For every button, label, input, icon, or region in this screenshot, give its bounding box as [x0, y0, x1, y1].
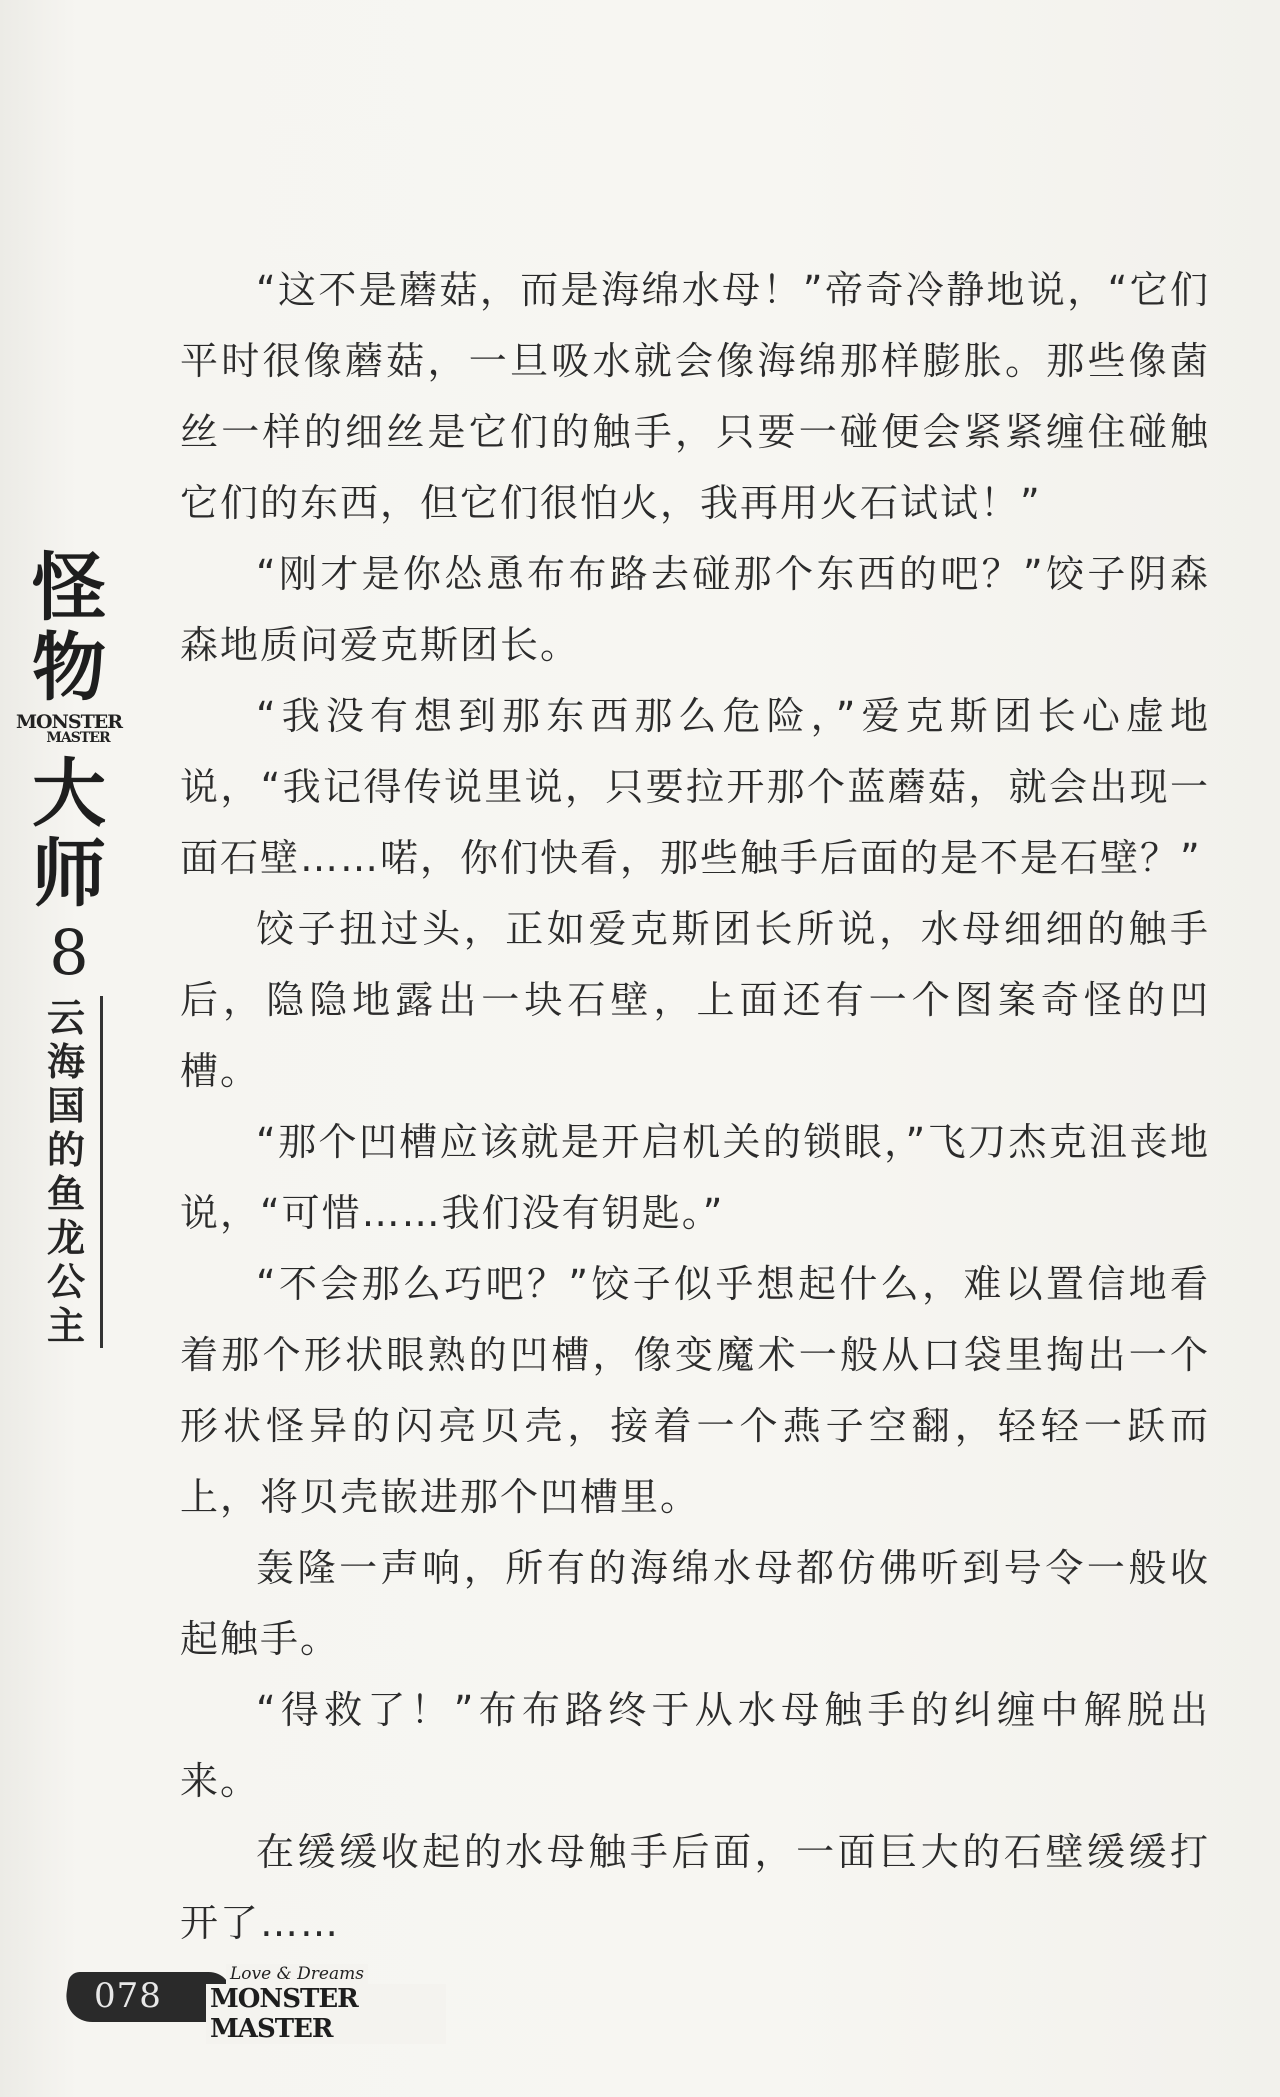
- subtitle-char: 的: [46, 1128, 85, 1172]
- series-logo-line2: MASTER: [46, 730, 110, 746]
- series-spine: [14, 545, 124, 1348]
- paragraph: 轰隆一声响，所有的海绵水母都仿佛听到号令一般收起触手。: [180, 1546, 1210, 1661]
- series-title-bottom: 大师: [32, 751, 106, 917]
- paragraph: “不会那么巧吧？”饺子似乎想起什么，难以置信地看着那个形状眼熟的凹槽，像变魔术一般从口袋里掏出一个形状怪异的闪亮贝壳，接着一个燕子空翻，轻轻一跃而上，将贝壳嵌进那个凹槽里。: [180, 1262, 1210, 1519]
- subtitle-char: 龙: [46, 1216, 85, 1260]
- series-logo-line1: MONSTER: [15, 711, 123, 733]
- paragraph: “刚才是你怂恿布布路去碰那个东西的吧？”饺子阴森森地质问爱克斯团长。: [180, 552, 1210, 667]
- subtitle-char: 主: [46, 1304, 85, 1348]
- subtitle-char: 鱼: [46, 1172, 85, 1216]
- subtitle-char: 国: [46, 1084, 85, 1128]
- page-footer: [66, 1964, 446, 2044]
- body-text: [180, 255, 1210, 1959]
- volume-number: 8: [49, 916, 89, 989]
- subtitle-char: 云: [46, 996, 85, 1040]
- paragraph: “这不是蘑菇，而是海绵水母！”帝奇冷静地说，“它们平时很像蘑菇，一旦吸水就会像海绵那样膨胀。那些像菌丝一样的细丝是它们的触手，只要一碰便会紧紧缠住碰触它们的东西，但它们很怕火，我再用火石试试！”: [180, 268, 1210, 525]
- subtitle-char: 公: [46, 1260, 85, 1304]
- paragraph: 在缓缓收起的水母触手后面，一面巨大的石壁缓缓打开了……: [180, 1830, 1210, 1945]
- series-title-top: 怪物: [32, 545, 106, 711]
- paragraph: “我没有想到那东西那么危险，”爱克斯团长心虚地说，“我记得传说里说，只要拉开那个蓝蘑菇，就会出现一面石壁……喏，你们快看，那些触手后面的是不是石壁？”: [180, 694, 1210, 880]
- footer-tagline: Love & Dreams: [226, 1964, 368, 1984]
- paragraph: “那个凹槽应该就是开启机关的锁眼，”飞刀杰克沮丧地说，“可惜……我们没有钥匙。”: [180, 1120, 1210, 1235]
- subtitle-char: 海: [46, 1040, 85, 1084]
- page-number: 078: [94, 1976, 162, 2016]
- series-logo: [14, 711, 124, 746]
- footer-brand: MONSTER MASTER: [206, 1984, 446, 2044]
- volume-subtitle: [38, 996, 103, 1348]
- paragraph: “得救了！”布布路终于从水母触手的纠缠中解脱出来。: [180, 1688, 1210, 1803]
- paragraph: 饺子扭过头，正如爱克斯团长所说，水母细细的触手后，隐隐地露出一块石壁，上面还有一个图案奇怪的凹槽。: [180, 907, 1210, 1093]
